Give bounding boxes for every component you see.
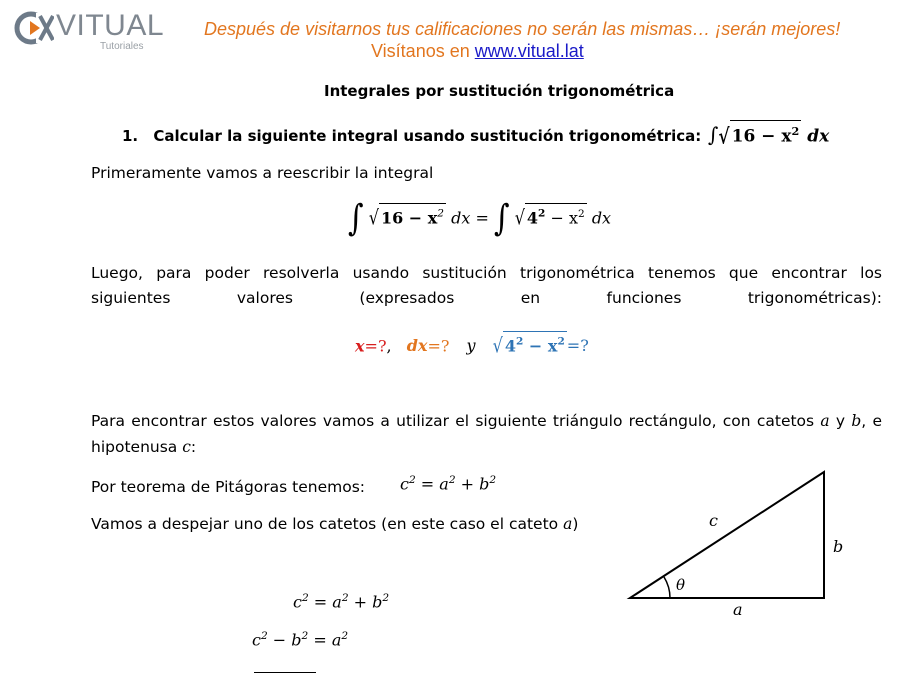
- pythagoras-equation: $c^2 = a^2 + b^2$: [400, 474, 497, 494]
- values-equation: x=?, dx=? y √ $4^2 - x^2$ =?: [355, 331, 589, 356]
- rewrite-equation: ∫ √ $16 - x^2$ dx = ∫ √ $4^2 - x^2$ dx: [348, 197, 612, 240]
- visit-prefix: Visítanos en: [371, 41, 475, 61]
- theta-label: θ: [676, 576, 686, 594]
- solve-paragraph: Vamos a despejar uno de los catetos (en este caso el cateto a): [91, 515, 579, 533]
- exercise-number: 1.: [122, 127, 139, 145]
- triangle-paragraph-line2: hipotenusa c:: [91, 438, 197, 456]
- vitual-logo-icon: [14, 10, 54, 46]
- logo-subtitle: Tutoriales: [100, 41, 144, 52]
- side-a-label: a: [733, 600, 743, 619]
- exercise-integral: ∫√ $16 - x^2$ dx: [708, 120, 829, 147]
- integral-sign: ∫: [348, 197, 364, 240]
- intro-paragraph: Primeramente vamos a reescribir la integral: [91, 164, 434, 182]
- triangle-paragraph-line1: Para encontrar estos valores vamos a utilizar el siguiente triángulo rectángulo, con catetos a y b, e: [91, 412, 882, 430]
- triangle-shape: [630, 472, 824, 598]
- values-paragraph: Luego, para poder resolverla usando sustitución trigonométrica tenemos que encontrar los siguientes valores (expresados en funciones trigonométricas):: [91, 264, 882, 307]
- pythagoras-equation-2: $c^2 = a^2 + b^2$: [293, 592, 390, 612]
- fraction-bar-partial: [254, 672, 316, 673]
- header-slogan: Después de visitarnos tus calificaciones no serán las mismas… ¡serán mejores!: [204, 19, 841, 39]
- side-b-label: b: [833, 537, 844, 556]
- header-visit-line: [371, 41, 584, 62]
- logo-text: VITUAL: [56, 9, 165, 42]
- integral-sign: ∫: [493, 197, 510, 240]
- exercise-heading: [122, 127, 701, 145]
- theta-arc: [664, 577, 670, 598]
- website-link[interactable]: www.vitual.lat: [474, 41, 584, 61]
- logo[interactable]: [14, 8, 164, 52]
- page-title: Integrales por sustitución trigonométrica: [324, 82, 675, 100]
- hypotenuse-label: c: [709, 511, 718, 530]
- rearranged-equation: $c^2 - b^2 = a^2$: [252, 630, 349, 650]
- exercise-text: Calcular la siguiente integral usando sustitución trigonométrica:: [153, 127, 702, 145]
- pythagoras-label: Por teorema de Pitágoras tenemos:: [91, 478, 366, 496]
- right-triangle-diagram: [620, 462, 860, 622]
